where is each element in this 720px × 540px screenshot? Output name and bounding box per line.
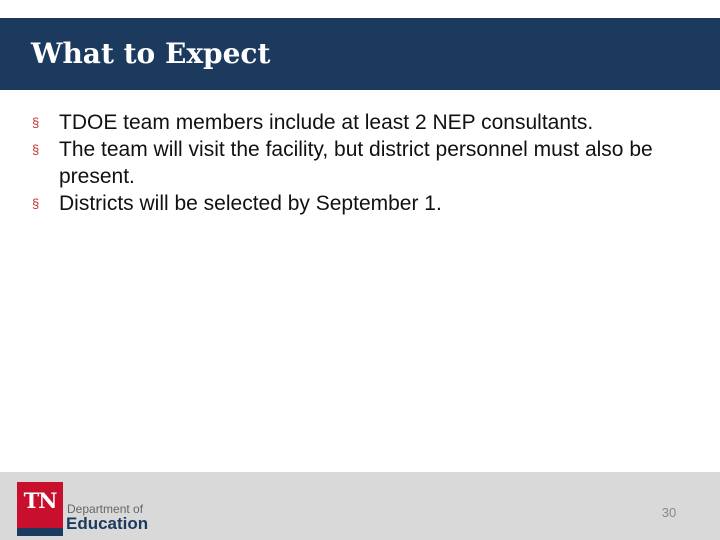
bullet-item bbox=[32, 190, 692, 217]
slide-title: What to Expect bbox=[31, 37, 271, 70]
bullet-marker-icon: § bbox=[32, 196, 40, 211]
logo-stripe bbox=[17, 528, 63, 536]
logo-tn-text: TN bbox=[23, 488, 57, 513]
bullet-item bbox=[32, 109, 692, 136]
logo-department-text: Department of bbox=[67, 502, 144, 516]
page-number: 30 bbox=[661, 505, 677, 520]
tn-logo-icon bbox=[17, 482, 63, 528]
bullet-item bbox=[32, 136, 692, 190]
bullet-text: Districts will be selected by September 1. bbox=[59, 192, 442, 215]
bullet-marker-icon: § bbox=[32, 115, 40, 130]
bullet-text: The team will visit the facility, but district personnel must also be present. bbox=[59, 138, 653, 188]
bullet-text: TDOE team members include at least 2 NEP consultants. bbox=[59, 111, 594, 134]
logo-education-text: Education bbox=[66, 514, 149, 533]
footer-bar bbox=[0, 472, 720, 540]
bullet-marker-icon: § bbox=[32, 142, 40, 157]
bullet-list bbox=[32, 109, 692, 217]
